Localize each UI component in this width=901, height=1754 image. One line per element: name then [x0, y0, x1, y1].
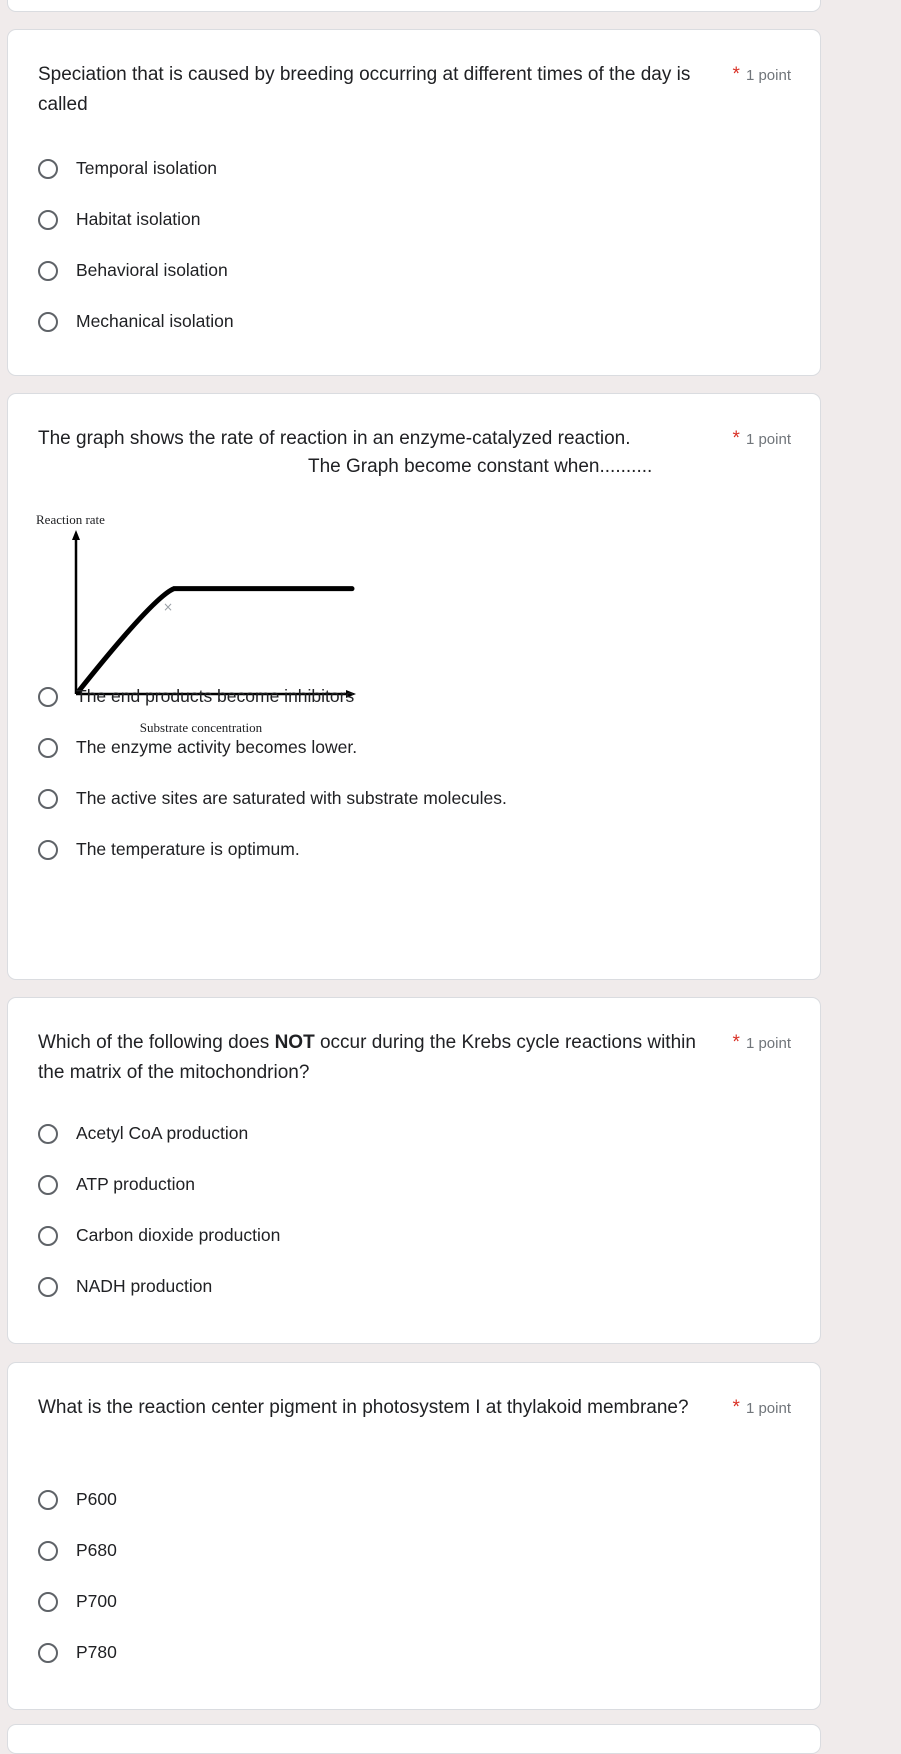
- options-list: [38, 1474, 117, 1678]
- points-label: * 1 point: [732, 428, 791, 449]
- required-star: *: [732, 1032, 740, 1053]
- y-axis-arrow: [72, 530, 80, 540]
- emphasis-not: NOT: [274, 1032, 315, 1053]
- radio-button[interactable]: [38, 159, 58, 179]
- x-axis-label: Substrate concentration: [139, 720, 263, 735]
- question-text: The graph shows the rate of reaction in an enzyme-catalyzed reaction.: [38, 428, 631, 449]
- previous-question-card: [7, 0, 821, 12]
- option-end-products-inhibitors[interactable]: The end products become inhibitors: [38, 671, 507, 722]
- question-text: Speciation that is caused by breeding occurring at different times of the day is called: [38, 64, 691, 115]
- option-enzyme-activity-lower[interactable]: The enzyme activity becomes lower.: [38, 722, 507, 773]
- radio-button[interactable]: [38, 1175, 58, 1195]
- radio-button[interactable]: [38, 789, 58, 809]
- option-p600[interactable]: P600: [38, 1474, 117, 1525]
- option-behavioral-isolation[interactable]: Behavioral isolation: [38, 245, 234, 296]
- points-label: * 1 point: [732, 64, 791, 85]
- cross-mark: ×: [163, 600, 174, 614]
- option-p700[interactable]: P700: [38, 1576, 117, 1627]
- radio-button[interactable]: [38, 1277, 58, 1297]
- radio-button[interactable]: [38, 312, 58, 332]
- y-axis-label: Reaction rate: [36, 512, 105, 527]
- required-star: *: [732, 1397, 740, 1418]
- question-subtitle: The Graph become constant when..........: [308, 456, 653, 477]
- question-text: What is the reaction center pigment in photosystem I at thylakoid membrane?: [38, 1397, 689, 1418]
- option-p680[interactable]: P680: [38, 1525, 117, 1576]
- question-card-4: [7, 1362, 821, 1710]
- points-label: * 1 point: [732, 1397, 791, 1418]
- option-temporal-isolation[interactable]: Temporal isolation: [38, 143, 234, 194]
- radio-button[interactable]: [38, 1124, 58, 1144]
- required-star: *: [732, 64, 740, 85]
- radio-button[interactable]: [38, 1490, 58, 1510]
- option-nadh-production[interactable]: NADH production: [38, 1261, 280, 1312]
- option-habitat-isolation[interactable]: Habitat isolation: [38, 194, 234, 245]
- options-list: [38, 671, 507, 875]
- radio-button[interactable]: [38, 1541, 58, 1561]
- option-active-sites-saturated[interactable]: The active sites are saturated with substrate molecules.: [38, 773, 507, 824]
- question-card-1: [7, 29, 821, 376]
- radio-button[interactable]: [38, 1592, 58, 1612]
- options-list: [38, 1108, 280, 1312]
- option-temperature-optimum[interactable]: The temperature is optimum.: [38, 824, 507, 875]
- option-mechanical-isolation[interactable]: Mechanical isolation: [38, 296, 234, 347]
- radio-button[interactable]: [38, 840, 58, 860]
- question-card-2: [7, 393, 821, 980]
- question-card-3: [7, 997, 821, 1344]
- radio-button[interactable]: [38, 261, 58, 281]
- radio-button[interactable]: [38, 210, 58, 230]
- radio-button[interactable]: [38, 738, 58, 758]
- radio-button[interactable]: [38, 1226, 58, 1246]
- options-list: [38, 143, 234, 347]
- points-label: * 1 point: [732, 1032, 791, 1053]
- option-carbon-dioxide-production[interactable]: Carbon dioxide production: [38, 1210, 280, 1261]
- question-text: Which of the following does NOT occur during the Krebs cycle reactions within the matrix of the mitochondrion?: [38, 1032, 696, 1083]
- option-acetyl-coa-production[interactable]: Acetyl CoA production: [38, 1108, 280, 1159]
- required-star: *: [732, 428, 740, 449]
- option-p780[interactable]: P780: [38, 1627, 117, 1678]
- option-atp-production[interactable]: ATP production: [38, 1159, 280, 1210]
- next-question-card: [7, 1724, 821, 1754]
- radio-button[interactable]: [38, 687, 58, 707]
- radio-button[interactable]: [38, 1643, 58, 1663]
